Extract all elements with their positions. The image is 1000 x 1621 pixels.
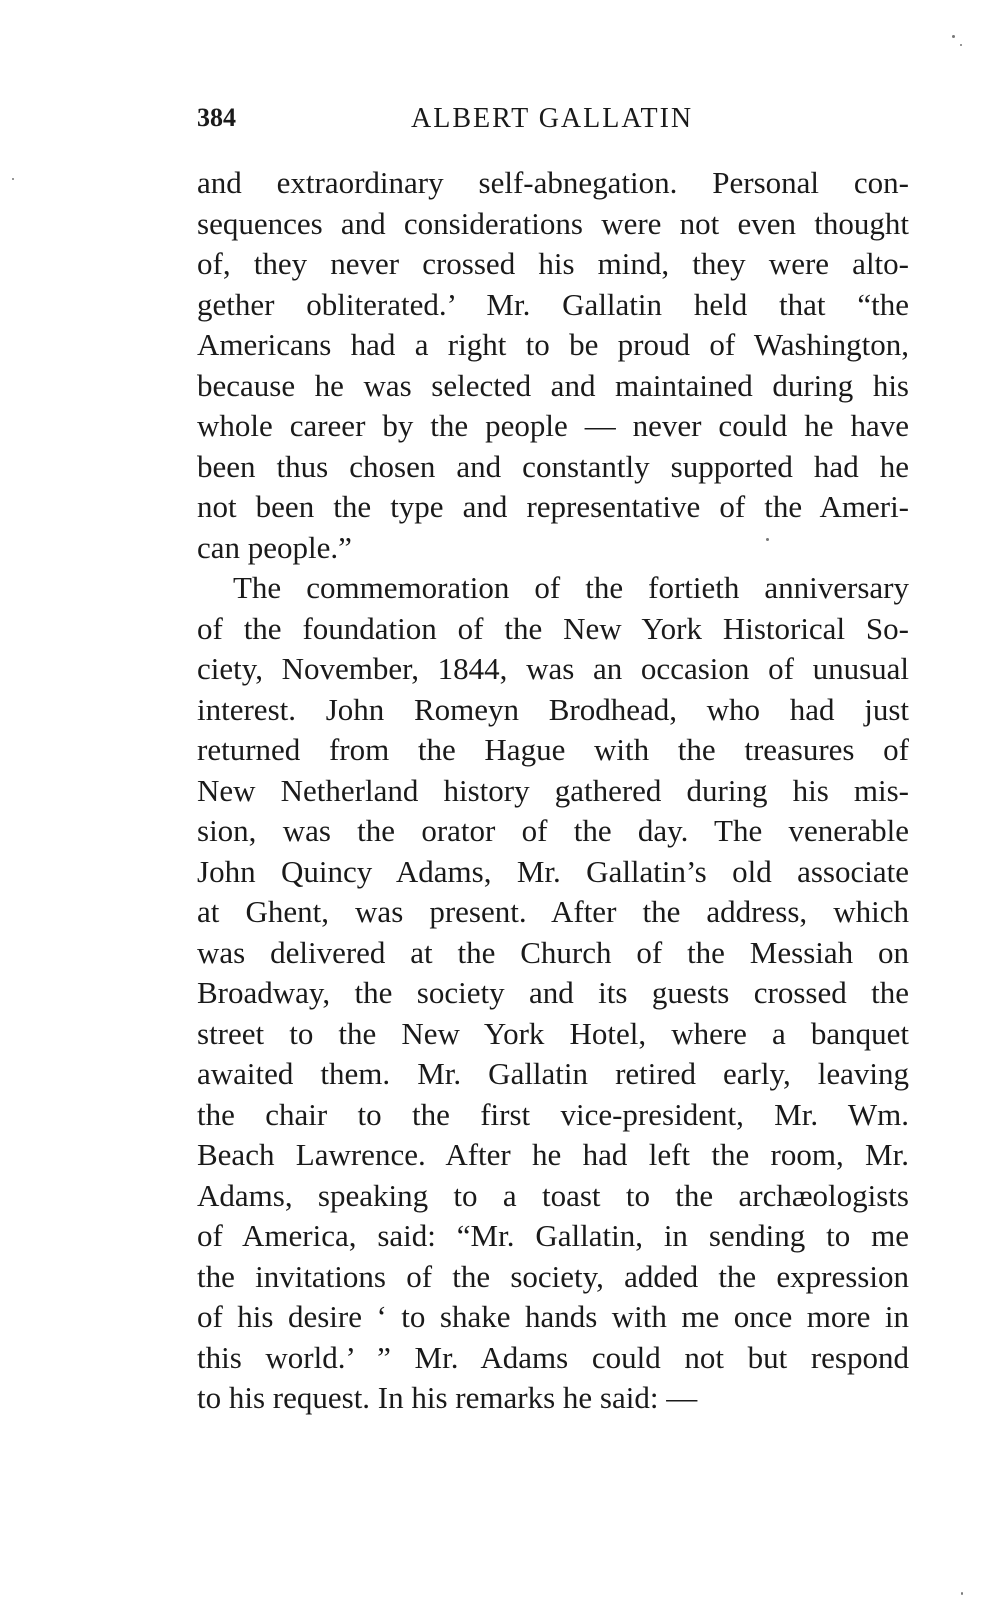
text-line: and extraordinary self-abnegation. Personal con- — [197, 165, 909, 200]
text-line: to his request. In his remarks he said: — — [197, 1380, 698, 1415]
text-line: The commemoration of the fortieth anniversary — [233, 570, 909, 605]
text-line: because he was selected and maintained during his — [197, 367, 909, 403]
running-head: ALBERT GALLATIN — [411, 103, 694, 134]
text-line: interest. John Romeyn Brodhead, who had just — [197, 691, 909, 727]
text-line: street to the New York Hotel, where a banquet — [197, 1015, 909, 1051]
scan-speck — [766, 538, 769, 541]
body-text — [197, 163, 937, 1419]
text-line: was delivered at the Church of the Messiah on — [197, 934, 909, 970]
text-line: awaited them. Mr. Gallatin retired early, leaving — [197, 1056, 909, 1091]
text-line: not been the type and representative of the Ameri- — [197, 489, 909, 524]
text-line: sion, was the orator of the day. The venerable — [197, 813, 909, 848]
page-number: 384 — [197, 103, 236, 132]
text-line: ciety, November, 1844, was an occasion of unusual — [197, 651, 909, 686]
text-line: Broadway, the society and its guests crossed the — [197, 975, 909, 1010]
text-line: New Netherland history gathered during his mis- — [197, 772, 909, 808]
text-line: of the foundation of the New York Historical So- — [197, 610, 909, 646]
text-line: whole career by the people — never could he have — [197, 408, 909, 443]
text-line: of America, said: “Mr. Gallatin, in sending to me — [197, 1218, 909, 1253]
text-line: the invitations of the society, added the expression — [197, 1258, 909, 1294]
text-line: Adams, speaking to a toast to the archæologists — [197, 1177, 909, 1213]
scan-speck — [960, 44, 962, 46]
scan-speck — [952, 35, 955, 38]
scan-speck — [961, 1592, 963, 1595]
text-line: gether obliterated.’ Mr. Gallatin held that “the — [197, 286, 909, 322]
text-line: Americans had a right to be proud of Washington, — [197, 327, 909, 362]
text-line: can people.” — [197, 529, 352, 565]
scan-speck — [12, 178, 14, 180]
text-line: sequences and considerations were not even thought — [197, 205, 909, 241]
text-line: of his desire ‘ to shake hands with me once more in — [197, 1299, 909, 1334]
paragraph-1 — [197, 163, 909, 568]
text-line: been thus chosen and constantly supported had he — [197, 448, 909, 484]
text-line: Beach Lawrence. After he had left the room, Mr. — [197, 1137, 909, 1172]
text-line: John Quincy Adams, Mr. Gallatin’s old associate — [197, 853, 909, 889]
text-line: at Ghent, was present. After the address, which — [197, 894, 909, 929]
text-line: this world.’ ” Mr. Adams could not but respond — [197, 1339, 909, 1375]
text-line: of, they never crossed his mind, they were alto- — [197, 246, 909, 281]
paragraph-2 — [197, 568, 909, 1419]
page-header — [197, 103, 917, 143]
text-line: the chair to the first vice-president, Mr. Wm. — [197, 1096, 909, 1132]
text-line: returned from the Hague with the treasures of — [197, 732, 909, 767]
